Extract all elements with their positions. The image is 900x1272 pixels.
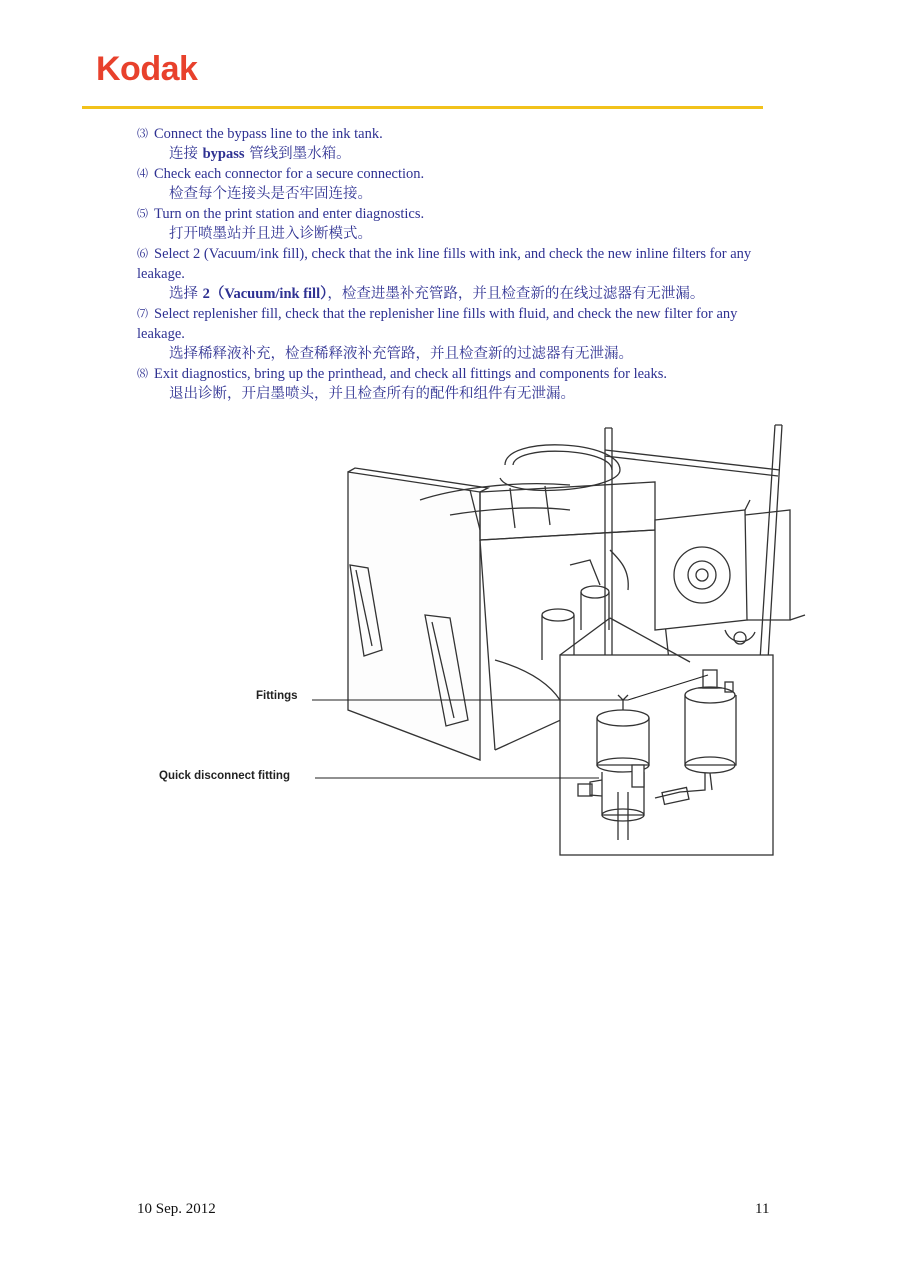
step-text-en: Turn on the print station and enter diagnostics. (154, 206, 425, 222)
step-text-en: Exit diagnostics, bring up the printhead, and check all fittings and components for leaks. (154, 366, 668, 382)
step-number: ⑶ (137, 128, 148, 140)
step-number: ⑺ (137, 308, 148, 320)
printer-diagram (150, 420, 810, 865)
footer-page-number: 11 (755, 1201, 770, 1217)
step-5 (137, 204, 767, 244)
step-6 (137, 244, 767, 304)
step-text-cn: 选择稀释液补充，检查稀释液补充管路，并且检查新的过滤器有无泄漏。 (169, 346, 633, 362)
step-number: ⑻ (137, 368, 148, 380)
footer-date: 10 Sep. 2012 (137, 1201, 216, 1217)
kodak-logo: Kodak (96, 50, 198, 88)
callout-fittings: Fittings (256, 690, 298, 702)
step-text-cn: 退出诊断，开启墨喷头，并且检查所有的配件和组件有无泄漏。 (169, 386, 575, 402)
step-number: ⑷ (137, 168, 148, 180)
step-3 (137, 124, 767, 164)
callout-leaders (150, 420, 810, 865)
callout-quick-disconnect: Quick disconnect fitting (159, 770, 290, 782)
step-8 (137, 364, 767, 404)
step-7 (137, 304, 767, 364)
header-rule (82, 106, 763, 109)
step-text-cn: 检查每个连接头是否牢固连接。 (169, 186, 372, 202)
step-number: ⑹ (137, 248, 148, 260)
step-text-cn: 打开喷墨站并且进入诊断模式。 (169, 226, 372, 242)
step-text-en: Select replenisher fill, check that the replenisher line fills with fluid, and check the new filter for any leakage. (137, 306, 738, 342)
step-text-cn: 选择 2（Vacuum/ink fill），检查进墨补充管路，并且检查新的在线过滤器有无泄漏。 (169, 286, 705, 302)
step-number: ⑸ (137, 208, 148, 220)
procedure-steps (137, 124, 767, 404)
step-4 (137, 164, 767, 204)
step-text-en: Check each connector for a secure connection. (154, 166, 425, 182)
step-text-en: Connect the bypass line to the ink tank. (154, 126, 383, 142)
step-text-cn: 连接 bypass 管线到墨水箱。 (169, 146, 351, 162)
step-text-en: Select 2 (Vacuum/ink fill), check that the ink line fills with ink, and check the new inline filters for any leakage. (137, 246, 752, 282)
